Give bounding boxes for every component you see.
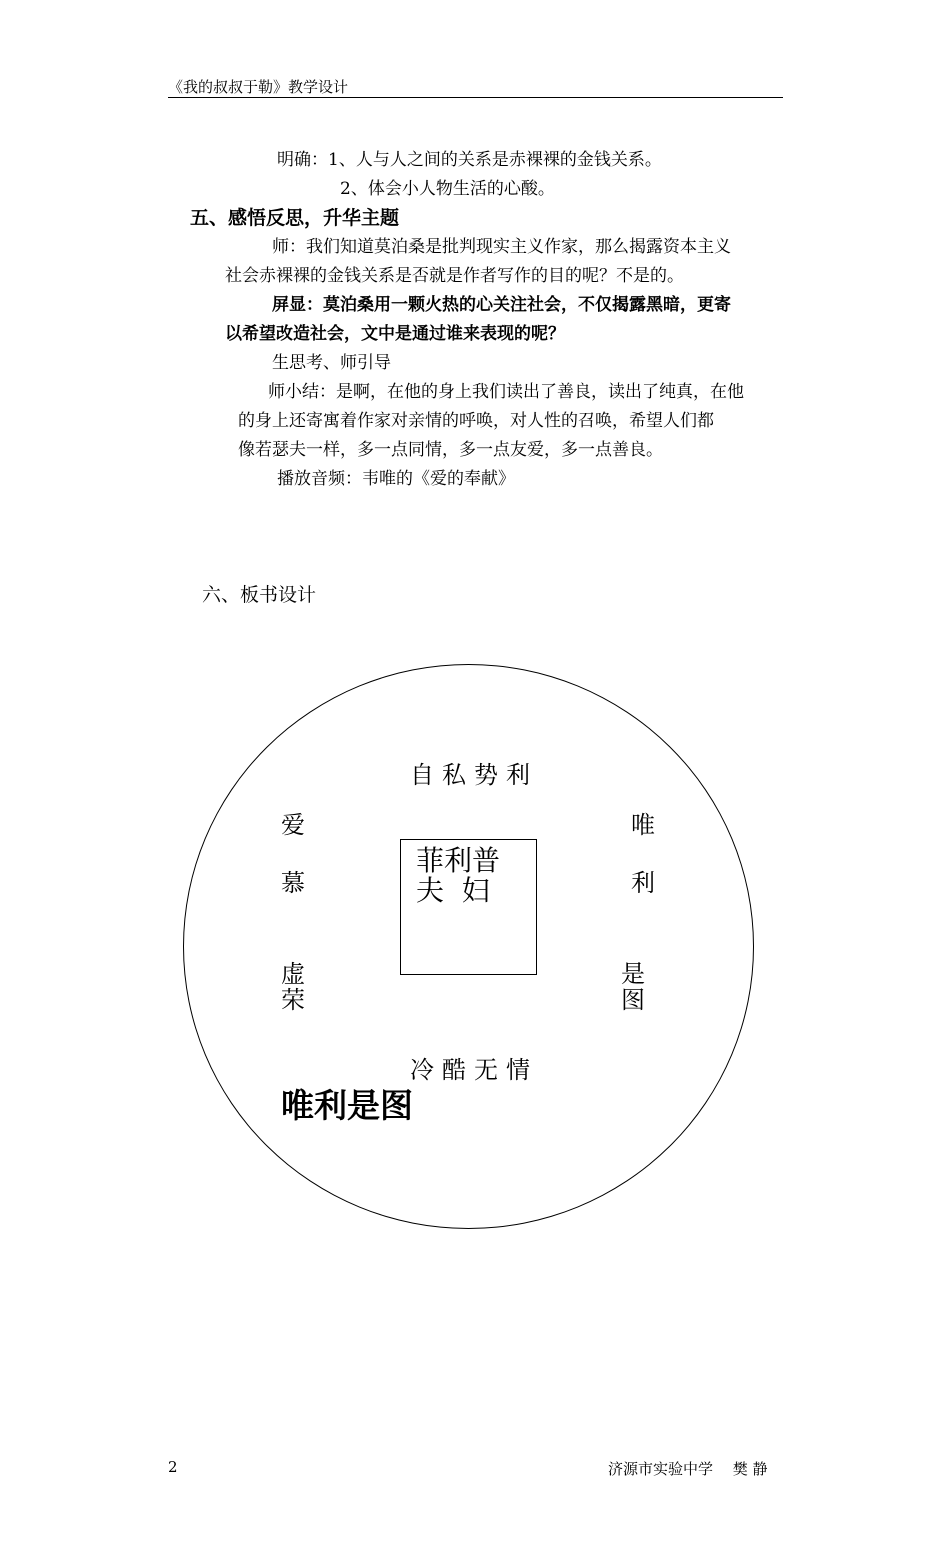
- teacher-paragraph-line-2: 社会赤裸裸的金钱关系是否就是作者写作的目的呢？不是的。: [225, 266, 684, 286]
- board-bottom-text: 冷酷无情: [410, 1056, 538, 1084]
- page-number: 2: [168, 1458, 178, 1476]
- section-6-title: 六、板书设计: [202, 584, 317, 606]
- board-right-char-1: 唯: [631, 811, 655, 839]
- board-top-text: 自私势利: [410, 761, 538, 789]
- section-5-title: 五、感悟反思，升华主题: [190, 207, 400, 229]
- document-header-title: 《我的叔叔于勒》教学设计: [168, 78, 349, 96]
- screen-paragraph-line-1: 屏显：莫泊桑用一颗火热的心关注社会，不仅揭露黑暗，更寄: [272, 295, 731, 315]
- board-center-text: 菲利普 夫 妇: [416, 844, 501, 907]
- board-right-char-2: 利: [631, 869, 655, 897]
- clarify-line-1: 明确：1、人与人之间的关系是赤裸裸的金钱关系。: [277, 150, 662, 170]
- summary-line-1: 师小结：是啊，在他的身上我们读出了善良，读出了纯真，在他: [268, 382, 744, 402]
- footer-author: 济源市实验中学 樊 静: [608, 1460, 768, 1478]
- summary-line-2: 的身上还寄寓着作家对亲情的呼唤，对人性的召唤，希望人们都: [238, 411, 714, 431]
- summary-line-3: 像若瑟夫一样，多一点同情，多一点友爱，多一点善良。: [238, 440, 663, 460]
- clarify-line-2: 2、体会小人物生活的心酸。: [340, 179, 555, 199]
- board-big-text: 唯利是图: [281, 1086, 413, 1125]
- board-left-char-2: 慕: [281, 869, 305, 897]
- screen-paragraph-line-2: 以希望改造社会，文中是通过谁来表现的呢？: [225, 324, 565, 344]
- board-right-chars-3: 是 图: [621, 960, 645, 1014]
- header-divider: [168, 97, 783, 98]
- play-audio-line: 播放音频：韦唯的《爱的奉献》: [277, 469, 515, 489]
- board-left-char-1: 爱: [281, 811, 305, 839]
- student-think-line: 生思考、师引导: [272, 353, 391, 373]
- teacher-paragraph-line-1: 师：我们知道莫泊桑是批判现实主义作家，那么揭露资本主义: [272, 237, 731, 257]
- board-left-chars-3: 虚 荣: [281, 960, 305, 1014]
